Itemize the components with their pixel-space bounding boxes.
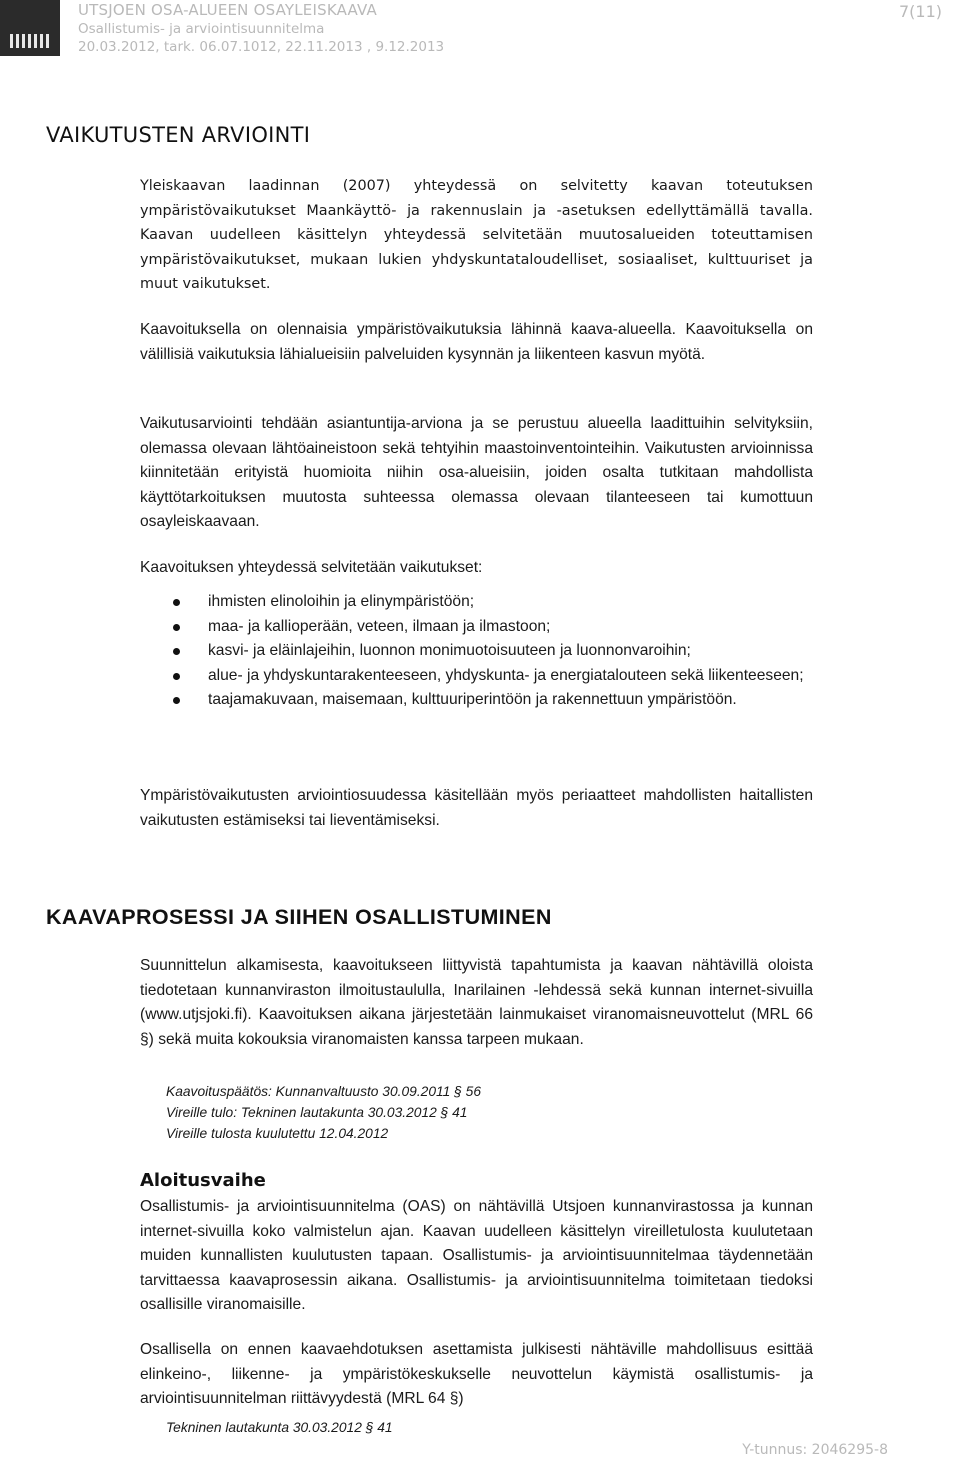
bullet-icon — [173, 648, 180, 655]
subheading-initial-phase: Aloitusvaihe — [140, 1170, 266, 1191]
paragraph: Osallistumis- ja arviointisuunnitelma (OAS) on nähtävillä Utsjoen kunnanvirastossa ja kunnan internet-sivuilla koko valmistelun ajan. Kaavan uudelleen käsittelyn vireilletulosta kuulutetaan muiden kunnallisten kuulutusten tapaan. Osallistumis- ja arviointisuunnitelmaa täydennetään tarvittaessa kaavaprosessin aikana. Osallistumis- ja arviointisuunnitelma toimitetaan tiedoksi osallisille viranomaisille. — [140, 1198, 813, 1314]
list-item — [140, 688, 813, 713]
bullet-icon — [173, 697, 180, 704]
section-heading-impact-assessment: VAIKUTUSTEN ARVIOINTI — [46, 123, 311, 147]
logo-bar — [28, 34, 31, 48]
list-item-text: ihmisten elinoloihin ja elinympäristöön; — [208, 593, 475, 610]
impact-list — [140, 590, 813, 713]
company-logo — [0, 0, 60, 56]
page-number: 7(11) — [898, 2, 942, 21]
bullet-icon — [173, 673, 180, 680]
logo-bar — [46, 34, 49, 48]
list-intro: Kaavoituksen yhteydessä selvitetään vaikutukset: — [140, 559, 483, 576]
paragraph: Suunnittelun alkamisesta, kaavoitukseen liittyvistä tapahtumista ja kaavan nähtävillä oloista tiedotetaan kunnanviraston ilmoitustaululla, Inarilainen -lehdessä sekä kunnan internet-sivuilla (www.utjsjoki.fi). Kaavoituksen aikana järjestetään lainmukaiset viranomaisneuvottelut (MRL 66 §) sekä muita kokouksia viranomaisten kanssa tarpeen mukaan. — [140, 957, 813, 1048]
paragraph: Ympäristövaikutusten arviointiosuudessa käsitellään myös periaatteet mahdollisten haitallisten vaikutusten estämiseksi tai lieventämiseksi. — [140, 787, 813, 829]
bullet-icon — [173, 599, 180, 606]
logo-bar — [10, 34, 13, 48]
business-id: Y-tunnus: 2046295-8 — [742, 1442, 888, 1458]
list-item-text: kasvi- ja eläinlajeihin, luonnon monimuotoisuuteen ja luonnonvaroihin; — [208, 642, 691, 660]
list-item — [140, 664, 813, 689]
paragraph: Yleiskaavan laadinnan (2007) yhteydessä on selvitetty kaavan toteutuksen ympäristövaikutukset Maankäyttö- ja rakennuslain ja -asetuksen edellyttämällä tavalla. Kaavan uudelleen käsittelyn yhteydessä selvitetään muutosalueiden toteuttamisen ympäristövaikutukset, mukaan lukien yhdyskuntataloudelliset, sosiaaliset, kulttuuriset ja muut vaikutukset. — [140, 178, 813, 293]
list-item — [140, 615, 813, 640]
list-item — [140, 639, 813, 664]
document-dates: 20.03.2012, tark. 06.07.1012, 22.11.2013 , 9.12.2013 — [78, 39, 445, 55]
section-heading-planning-process: KAAVAPROSESSI JA SIIHEN OSALLISTUMINEN — [46, 905, 552, 929]
list-item-text: taajamakuvaan, maisemaan, kulttuuriperintöön ja rakennettuun ympäristöön. — [208, 691, 737, 709]
list-item-text: maa- ja kallioperään, veteen, ilmaan ja ilmastoon; — [208, 617, 551, 635]
decision-note: Kaavoituspäätös: Kunnanvaltuusto 30.09.2011 § 56 — [166, 1084, 482, 1099]
decision-note: Vireille tulo: Tekninen lautakunta 30.03.2012 § 41 — [166, 1105, 468, 1120]
list-item-text: alue- ja yhdyskuntarakenteeseen, yhdyskunta- ja energiatalouteen sekä liikenteeseen; — [208, 666, 804, 684]
logo-bar — [34, 34, 37, 48]
paragraph: Osallisella on ennen kaavaehdotuksen asettamista julkisesti nähtäville mahdollisuus esittää elinkeino-, liikenne- ja ympäristökeskukselle neuvottelun käymistä osallistumis- ja arviointisuunnitelman riittävyydestä (MRL 64 §) — [140, 1341, 813, 1408]
paragraph: Kaavoituksella on olennaisia ympäristövaikutuksia lähinnä kaava-alueella. Kaavoituksella on välillisiä vaikutuksia lähialueisiin palveluiden kysynnän ja liikenteen kasvun myötä. — [140, 321, 813, 363]
logo-bar — [16, 34, 19, 48]
list-item — [140, 590, 813, 615]
logo-bar — [40, 34, 43, 48]
bullet-icon — [173, 624, 180, 631]
paragraph: Vaikutusarviointi tehdään asiantuntija-arviona ja se perustuu alueella laadittuihin selvityksiin, olemassa olevaan lähtöaineistoon sekä tehtyihin maastoinventointeihin. Vaikutusten arvioinnissa kiinnitetään erityistä huomioita niihin osa-alueisiin, joiden osalta tutkitaan mahdollista käyttötarkoituksen muutosta suhteessa olemassa olevaan tilanteeseen tai kumottuun osayleiskaavaan. — [140, 415, 813, 531]
document-title: UTSJOEN OSA-ALUEEN OSAYLEISKAAVA — [78, 1, 377, 19]
document-subtitle: Osallistumis- ja arviointisuunnitelma — [78, 21, 325, 37]
decision-note: Tekninen lautakunta 30.03.2012 § 41 — [166, 1420, 393, 1435]
decision-note: Vireille tulosta kuulutettu 12.04.2012 — [166, 1126, 389, 1141]
logo-bar — [22, 34, 25, 48]
